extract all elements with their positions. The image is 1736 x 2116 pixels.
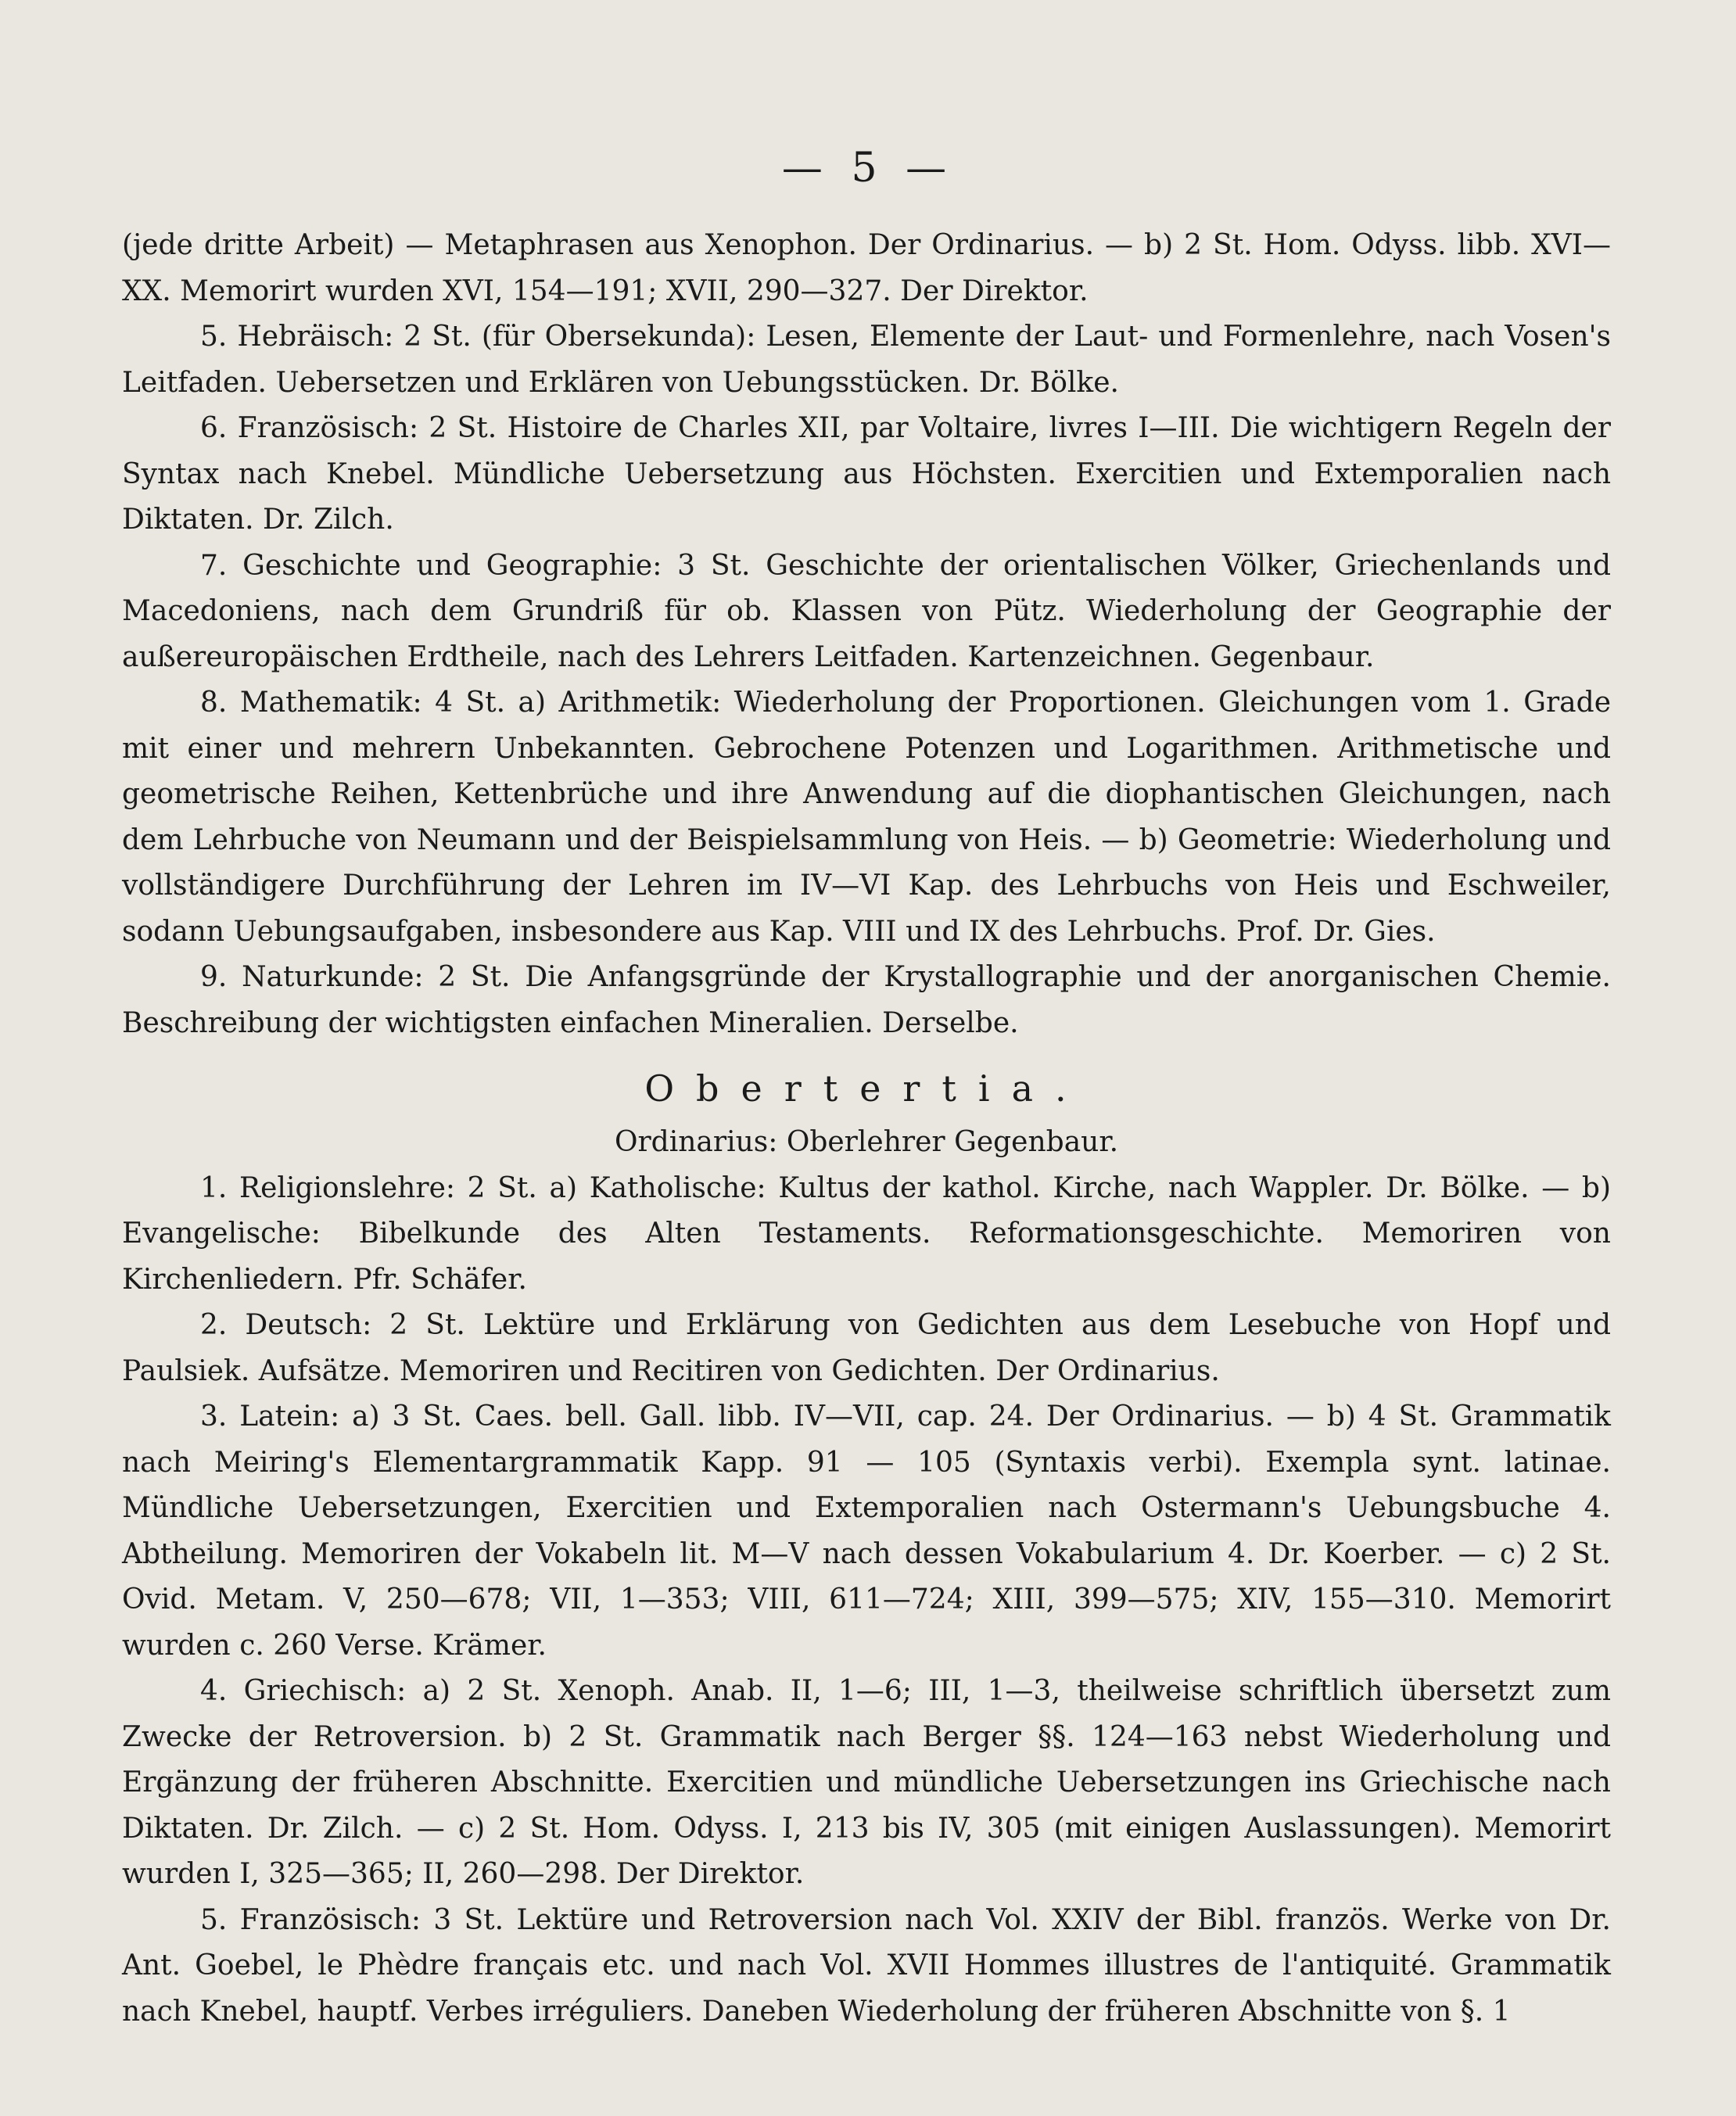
paragraph-griechisch: 4. Griechisch: a) 2 St. Xenoph. Anab. II, 1—6; III, 1—3, theilweise schriftlich übersetzt zum Zwecke der Retroversion. b) 2 St. Grammatik nach Berger §§. 124—163 nebst Wiederholung und Ergänzung der früheren Abschnitte. Exercitien und mündliche Uebersetzungen ins Griechische nach Diktaten. Dr. Zilch. — c) 2 St. Hom. Odyss. I, 213 bis IV, 305 (mit einigen Auslassungen). Memorirt wurden I, 325—365; II, 260—298. Der Direktor. — [122, 1675, 1611, 1890]
page-number: — 5 — — [781, 145, 955, 192]
paragraph-deutsch: 2. Deutsch: 2 St. Lektüre und Erklärung von Gedichten aus dem Lesebuche von Hopf und Paulsiek. Aufsätze. Memoriren und Recitiren von Gedichten. Der Ordinarius. — [122, 1309, 1611, 1387]
section-subheading-ordinarius: Ordinarius: Oberlehrer Gegenbaur. — [614, 1126, 1119, 1158]
paragraph-mathematik: 8. Mathematik: 4 St. a) Arithmetik: Wiederholung der Proportionen. Gleichungen vom 1. Grade mit einer und mehrern Unbekannten. Gebrochene Potenzen und Logarithmen. Arithmetische und geometrische Reihen, Kettenbrüche und ihre Anwendung auf die diophantischen Gleichungen, nach dem Lehrbuche von Neumann und der Beispielsammlung von Heis. — b) Geometrie: Wiederholung und vollständigere Durchführung der Lehren im IV—VI Kap. des Lehrbuchs von Heis und Eschweiler, sodann Uebungsaufgaben, insbesondere aus Kap. VIII und IX des Lehrbuchs. Prof. Dr. Gies. — [122, 687, 1611, 948]
paragraph-hebraeisch: 5. Hebräisch: 2 St. (für Obersekunda): Lesen, Elemente der Laut- und Formenlehre, nach Vosen's Leitfaden. Uebersetzen und Erklären von Uebungsstücken. Dr. Bölke. — [122, 321, 1611, 399]
paragraph-continuation: (jede dritte Arbeit) — Metaphrasen aus Xenophon. Der Ordinarius. — b) 2 St. Hom. Odyss. libb. XVI—XX. Memorirt wurden XVI, 154—191; XVII, 290—327. Der Direktor. — [122, 229, 1611, 307]
paragraph-geschichte: 7. Geschichte und Geographie: 3 St. Geschichte der orientalischen Völker, Griechenlands und Macedoniens, nach dem Grundriß für ob. Klassen von Pütz. Wiederholung der Geographie der außereuropäischen Erdtheile, nach des Lehrers Leitfaden. Kartenzeichnen. Gegenbaur. — [122, 549, 1611, 673]
paragraph-religionslehre: 1. Religionslehre: 2 St. a) Katholische: Kultus der kathol. Kirche, nach Wappler. Dr. Bölke. — b) Evangelische: Bibelkunde des Alten Testaments. Reformationsgeschichte. Memoriren von Kirchenliedern. Pfr. Schäfer. — [122, 1171, 1611, 1296]
paragraph-latein: 3. Latein: a) 3 St. Caes. bell. Gall. libb. IV—VII, cap. 24. Der Ordinarius. — b) 4 St. Grammatik nach Meiring's Elementargrammatik Kapp. 91 — 105 (Syntaxis verbi). Exempla synt. latinae. Mündliche Uebersetzungen, Exercitien und Extemporalien nach Ostermann's Uebungsbuche 4. Abtheilung. Memoriren der Vokabeln lit. M—V nach dessen Vokabularium 4. Dr. Koerber. — c) 2 St. Ovid. Metam. V, 250—678; VII, 1—353; VIII, 611—724; XIII, 399—575; XIV, 155—310. Memorirt wurden c. 260 Verse. Krämer. — [122, 1401, 1611, 1662]
paragraph-franzoesisch: 6. Französisch: 2 St. Histoire de Charles XII, par Voltaire, livres I—III. Die wichtigern Regeln der Syntax nach Knebel. Mündliche Uebersetzung aus Höchsten. Exercitien und Extemporalien nach Diktaten. Dr. Zilch. — [122, 412, 1611, 536]
section-heading-obertertia: Obertertia. — [644, 1067, 1089, 1110]
body-text — [122, 223, 1611, 2035]
paragraph-franzoesisch-obertertia: 5. Französisch: 3 St. Lektüre und Retroversion nach Vol. XXIV der Bibl. französ. Werke von Dr. Ant. Goebel, le Phèdre français etc. und nach Vol. XVII Hommes illustres de l'antiquité. Grammatik nach Knebel, hauptf. Verbes irréguliers. Daneben Wiederholung der früheren Abschnitte von §. 1 — [122, 1903, 1611, 2028]
paragraph-naturkunde: 9. Naturkunde: 2 St. Die Anfangsgründe der Krystallographie und der anorganischen Chemie. Beschreibung der wichtigsten einfachen Mineralien. Derselbe. — [122, 961, 1611, 1039]
